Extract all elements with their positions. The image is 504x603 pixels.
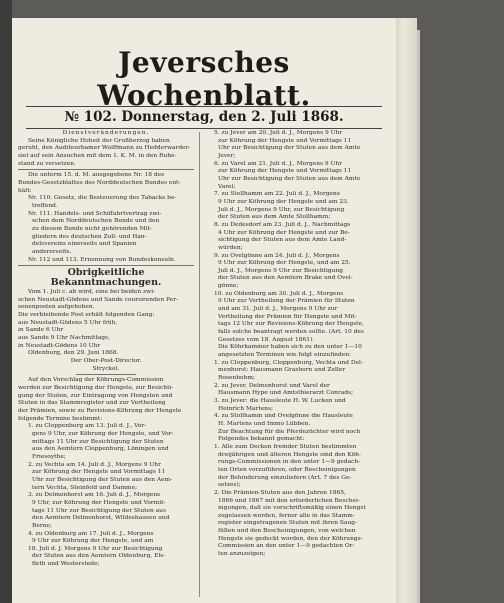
text-line: schen dem Norddeutschen Bunde und den [32,218,160,225]
text-line: Uhr zur Besichtigung der Stuten aus dem Amte [218,175,361,182]
postal-notice-text [18,289,194,350]
text-line: Heinrich Martens; [218,405,273,412]
text-line: Vom 1. Juli c. ab wird, eine bei beiden zwi- [28,289,156,296]
text-line: zu diesem Bunde nicht gehörenden Mit- [32,225,152,232]
book-binding [0,0,12,603]
text-line: stand zu versetzen. [18,160,76,167]
text-line: geruht, den Auditeurbamer Wolffmann zu Hedderwarder- [18,145,191,152]
breeder-notices [204,429,380,559]
newspaper-page [12,18,396,603]
text-line: Varel; [218,183,236,190]
section-head-official-notices: Obrigkeitliche Bekanntmachungen. [50,267,162,289]
right-column [204,130,380,559]
text-line: Zur Beachtung für die Pferdezüchter wird noch [218,428,361,435]
issue-line: № 102. Donnerstag, den 2. Juli 1868. [26,106,382,129]
text-line: ten Orten vorzuführen, oder Bescheinigungen [218,466,356,473]
text-line: menhorst: Hausmann Grashorn und Zeller [218,367,346,374]
text-line: andererseits. [32,248,72,255]
text-line: in Neustadt-Gödens 10 Uhr [18,342,101,349]
text-line: rungs-Commissionen in den unter 1—9 gedach- [218,459,361,466]
text-line: 8. zu Dedesdorf am 23. Juli d. J., Nachmittags [214,221,351,228]
appointment-list-right [204,130,380,344]
text-line: 2. zu Vechta am 14. Juli d. J., Morgens 9 Uhr [28,461,161,468]
text-line: aus den Aemtern Cloppenburg, Löningen und [32,446,169,453]
text-line: nigungen, daß sie vorschriftsmäßig einen Hengst [218,505,366,512]
text-line: aus Sande 9 Uhr Nachmittags, [18,335,110,342]
text-line: Nr. 110. Gesetz, die Besteuerung des Tabacks be- [28,195,177,202]
text-line: 3. zu Delmenhorst am 16. Juli d. J., Morgens [28,492,161,499]
column-divider [199,132,200,597]
text-line: gung der Stuten, zur Eintragung von Hengsten und [18,392,173,399]
text-line: dreijährigen und älteren Hengste sind den Köh- [218,451,361,458]
text-line: 4. zu Stollhamm und Ovelgönne die Hausleute [214,413,353,420]
text-line: 1866 und 1867 mit den erforderlichen Beschei- [218,497,360,504]
text-line: 9 Uhr zur Köhrung der Hengste, und am 25. [218,260,351,267]
law-gazette-intro [18,172,194,195]
text-line: gliedern des deutschen Zoll- und Han- [32,233,147,240]
text-line: fleth und Westerstede; [32,561,100,568]
text-line: sonenposten aufgehoben. [18,304,95,311]
text-line: falls solche beantragt werden sollte. (Art. 10 des [218,329,364,336]
text-line: Gesetzes vom 18. August 1861). [218,336,315,343]
text-line: 3. zu Jever: die Hausleute H. W. Lucken und [214,397,346,404]
short-divider [76,374,136,375]
text-line: mittags 11 Uhr zur Besichtigung der Stuten [32,438,164,445]
text-line: Jever; [218,152,236,159]
text-line: Berne; [32,522,52,529]
text-line: der Behinderung einzuliefern (Art. 7 des Ge- [218,474,352,481]
text-line: Nr. 112 und 113. Ernennung von Bundeskonsuln. [28,256,176,263]
text-line: tern Vechta, Steinfeld und Damme; [32,484,138,491]
text-line: 1. zu Cloppenburg, Cloppenburg, Vechta und Del- [214,359,363,366]
text-line: tags 12 Uhr zur Revisions-Köhrung der Hengste, [218,321,364,328]
text-line: siel auf sein Ansuchen mit dem 1. K. M. in den Ruhe- [18,152,177,159]
text-line: 4 Uhr zur Köhrung der Hengste und zur Be- [218,229,350,236]
text-line: setzes); [218,482,241,489]
text-line: 1. zu Cloppenburg am 13. Juli d. J., Vor- [28,423,147,430]
text-line: Die verbleibende Post erhält folgenden Gang: [18,312,155,319]
text-line: gönne; [218,283,239,290]
text-line: zur Köhrung der Hengste und Vormittags 11 [32,469,166,476]
text-line: Die Köhrkammer haben sich zu den unter 1—10 [218,344,362,351]
text-line: 4. zu Oldenburg am 17. Juli d. J., Morgens [28,530,154,537]
text-line: 10. zu Oldenburg am 30. Juli d. J., Morgens [214,290,344,297]
text-line: würden; [218,244,243,251]
text-line: schen Neustadt-Gödens und Sande coursirenden Per- [18,296,179,303]
text-line: 9. zu Ovelgönne am 24. Juli d. J., Morgens [214,252,340,259]
divider [18,169,194,170]
text-line: folgende Termine bestimmt: [18,415,103,422]
text-line: der Prämien, sowie zu Revisions-Köhrung der Hengste [18,408,182,414]
left-column [18,130,194,569]
staff-changes-text [18,138,194,169]
text-line: Seine Königliche Hoheit der Großherzog haben [28,137,170,144]
text-line: 5. zu Jever am 20. Juli d. J., Morgens 9 Uhr [214,130,343,136]
text-line: 9 Uhr, zur Köhrung der Hengste und Vormit- [32,499,166,506]
text-line: sichtigung der Stuten aus dem Amte Land- [218,237,347,244]
date-line: Oldenburg, den 29. Juni 1868. [28,350,119,357]
text-line: Hengste sie gedeckt worden, den der Köhrungs- [218,535,363,542]
text-line: 1. Alle zum Decken fremder Stuten bestimmten [214,443,357,450]
law-gazette-items [18,195,194,264]
text-line: 9 Uhr zur Köhrung der Hengste und am 23. [218,198,349,205]
text-line: Stuten in das Stammregister und zur Vertheilung [18,400,166,407]
text-line: 2. Die Prämien-Stuten aus den Jahren 1865, [214,489,346,496]
text-line: Hausmann Hype und Amtsthierarzt Conrads; [218,390,354,397]
text-line: aus Neustadt-Gödens 5 Uhr früh, [18,319,118,326]
text-line: Rosenbohm; [218,375,255,381]
text-line: tags 11 Uhr zur Besichtigung der Stuten aus [32,507,167,514]
text-line: der Stuten aus den Aemtern Brake und Ovel- [218,275,353,282]
commission-assignments [204,344,380,428]
text-line: Folgendes bekannt gemacht: [218,436,305,443]
text-line: H. Martens und Immo Lübben. [218,420,311,427]
horse-commission-intro [18,377,194,423]
text-line: den Aemtern Delmenhorst, Wildeshausen und [32,515,170,522]
text-line: register eingetragenen Stuten mit ihren Saug- [218,520,358,527]
text-line: treffend. [32,202,58,209]
text-line: ten anzuzeigen; [218,551,266,558]
text-line: gens 9 Uhr, zur Köhrung der Hengste, und Vor- [32,430,174,437]
text-line: Die unterm 15. d. M. ausgegebene Nr. 18 des [28,172,165,179]
section-title-staff-changes: Dienstveränderungen. [62,130,150,136]
text-line: Bundes-Gesetzblattes des Norddeutschen Bundes ent- [18,179,181,186]
text-line: Commission an den unter 1—9 gedachten Or- [218,543,355,550]
text-line: 6. zu Varel am 21. Juli d. J., Morgens 9 Uhr [214,160,343,167]
text-line: füllen und den Bescheinigungen, von welchen [218,528,356,535]
text-line: 2. zu Jever, Delmenhorst und Varel der [214,382,330,389]
divider [18,265,194,266]
signature-line: Stryckel. [92,365,120,372]
authority-line: Der Ober-Post-Director. [70,358,142,365]
text-line: der Stuten aus den Aemtern Oldenburg, Els- [32,553,166,560]
text-line: Uhr zur Besichtigung der Stuten aus den Aem- [32,476,173,483]
text-line: der Stuten aus dem Amte Stollhamm; [218,214,331,221]
text-line: delsvereins einerseits und Spanien [32,241,137,248]
text-line: Vertheilung der Prämien für Hengste und Mit- [218,313,357,320]
text-line: 9 Uhr zur Vertheilung der Prämien für Stuten [218,298,355,305]
masthead: Jeversches Wochenblatt. [97,46,311,112]
text-line: und am 31. Juli d. J., Morgens 9 Uhr zur [218,306,338,313]
text-line: zugelassen worden, ferner alle in das Stamm- [218,512,355,519]
text-line: angesetzten Terminen wie folgt einzufinden: [218,352,351,359]
text-line: Friesoythe; [32,453,66,460]
text-line: Juli d. J., Morgens 9 Uhr zur Besichtigung [218,267,344,274]
text-line: Auf den Vorschlag der Köhrungs-Commission [28,377,164,384]
text-line: zur Köhrung der Hengste und Vormittags 11 [218,137,352,144]
text-line: Uhr zur Besichtigung der Stuten aus dem Amte [218,145,361,152]
appointment-list-left [18,423,194,568]
text-line: 9 Uhr zur Köhrung der Hengste, und am [32,538,154,545]
text-line: Nr. 111. Handels- und Schiffahrtvertrag zwi- [28,210,162,217]
text-line: zur Köhrung der Hengste und Vormittags 11 [218,168,352,175]
text-line: 18. Juli d. J. Morgens 9 Uhr zur Besichtigung [28,545,163,552]
text-line: werden zur Besichtigung der Hengste, zur Besichti- [18,385,174,392]
text-line: in Sande 6 Uhr [18,327,64,334]
text-line: hält: [18,187,32,194]
text-line: 7. zu Stollhamm am 22. Juli d. J., Morgens [214,191,340,198]
text-line: Juli d. J., Morgens 9 Uhr, zur Besichtigung [218,206,345,213]
